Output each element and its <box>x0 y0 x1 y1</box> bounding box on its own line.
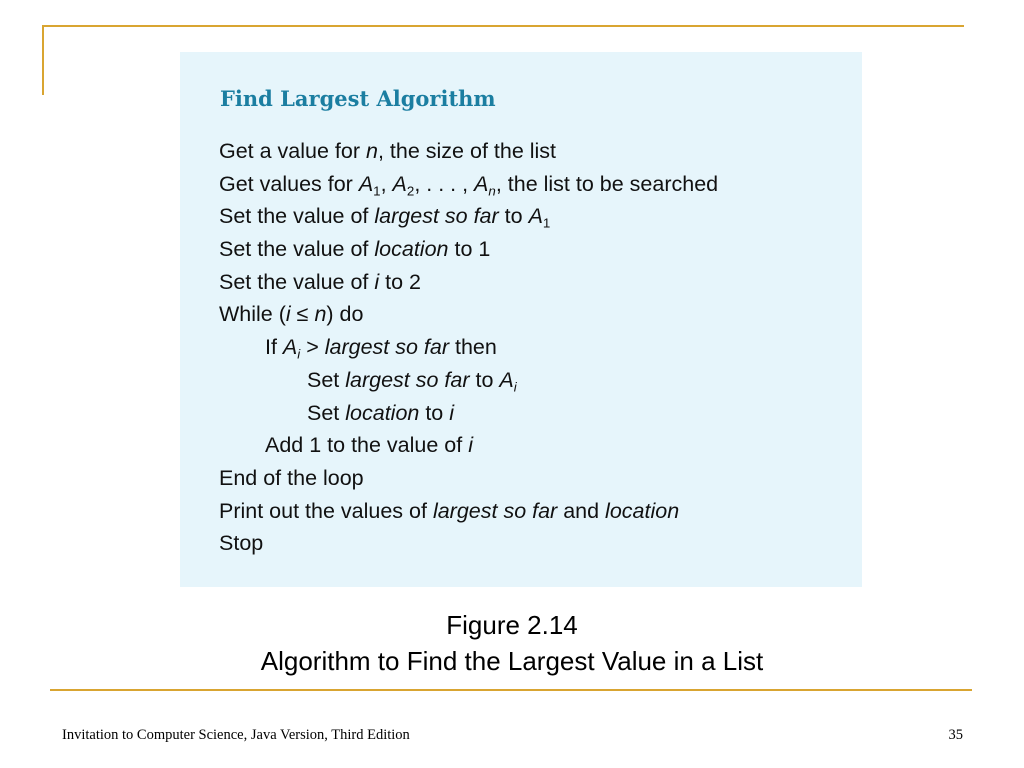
step-text: to 2 <box>379 269 422 294</box>
step-text: A <box>474 171 489 196</box>
page-number: 35 <box>948 727 963 743</box>
step-text: i <box>513 379 517 395</box>
step-text: While ( <box>219 302 286 327</box>
step-text: then <box>449 335 497 360</box>
algorithm-step <box>219 233 718 266</box>
figure-caption: Algorithm to Find the Largest Value in a List <box>260 646 764 676</box>
algorithm-step <box>219 527 718 560</box>
algorithm-figure <box>180 52 862 587</box>
algorithm-step <box>219 462 718 495</box>
figure-number: Figure 2.14 <box>446 610 578 640</box>
algorithm-steps <box>219 135 718 560</box>
step-text: A <box>282 335 298 360</box>
footer-rule <box>50 689 972 691</box>
step-text: i <box>374 269 380 294</box>
step-text: i <box>449 400 455 425</box>
step-text: Set <box>307 400 346 425</box>
step-text: 2 <box>406 183 415 199</box>
step-text: Get values for <box>219 171 359 196</box>
step-text: location <box>374 237 449 262</box>
step-text: and <box>557 498 606 523</box>
step-text: , <box>380 171 393 196</box>
step-text: i <box>285 302 291 327</box>
step-text: Set the value of <box>219 204 375 229</box>
step-text: i <box>297 346 301 362</box>
algorithm-step <box>219 298 718 331</box>
step-text: largest so far <box>432 498 558 523</box>
step-text: Print out the values of <box>219 498 433 523</box>
left-frame-rule <box>42 25 44 95</box>
algorithm-step <box>219 364 718 397</box>
footer-book-title: Invitation to Computer Science, Java Version, Third Edition <box>62 727 410 743</box>
step-text: A <box>358 171 374 196</box>
step-text: to <box>498 204 529 229</box>
step-text: n <box>366 139 378 163</box>
step-text: , . . . , <box>414 171 475 196</box>
step-text: End of the loop <box>219 465 364 490</box>
step-text: largest so far <box>324 335 450 360</box>
step-text: to <box>419 400 450 425</box>
step-text: largest so far <box>345 367 470 392</box>
algorithm-step <box>219 266 718 299</box>
step-text: i <box>468 433 473 458</box>
algorithm-step <box>219 168 718 201</box>
step-text: A <box>499 367 514 392</box>
step-text: A <box>392 171 407 196</box>
step-text: Set <box>307 367 346 392</box>
step-text: 1 <box>542 216 551 232</box>
algorithm-step <box>219 135 718 168</box>
step-text: largest so far <box>374 204 499 229</box>
algorithm-step <box>219 397 718 430</box>
algorithm-step <box>219 331 718 364</box>
step-text: Add 1 to the value of <box>265 433 469 458</box>
step-text: > <box>300 335 325 360</box>
step-text: n <box>314 302 327 327</box>
algorithm-title: Find Largest Algorithm <box>220 86 496 111</box>
step-text: location <box>345 400 420 425</box>
step-text: , the size of the list <box>377 139 557 163</box>
step-text: If <box>265 335 283 360</box>
algorithm-step <box>219 495 718 528</box>
step-text: n <box>488 183 496 199</box>
step-text: to 1 <box>448 237 491 262</box>
step-text: ) do <box>326 302 364 327</box>
step-text: Get a value for <box>219 139 366 163</box>
step-text: , the list to be searched <box>495 171 719 196</box>
step-text: location <box>605 498 680 523</box>
algorithm-step <box>219 429 718 462</box>
step-text: to <box>469 367 500 392</box>
algorithm-step <box>219 200 718 233</box>
step-text: A <box>528 204 543 229</box>
step-text: Set the value of <box>219 269 375 294</box>
step-text: Set the value of <box>219 237 375 262</box>
step-text: 1 <box>373 183 381 199</box>
top-frame-rule <box>42 25 964 27</box>
step-text: Stop <box>219 531 264 556</box>
step-text: ≤ <box>290 302 315 327</box>
